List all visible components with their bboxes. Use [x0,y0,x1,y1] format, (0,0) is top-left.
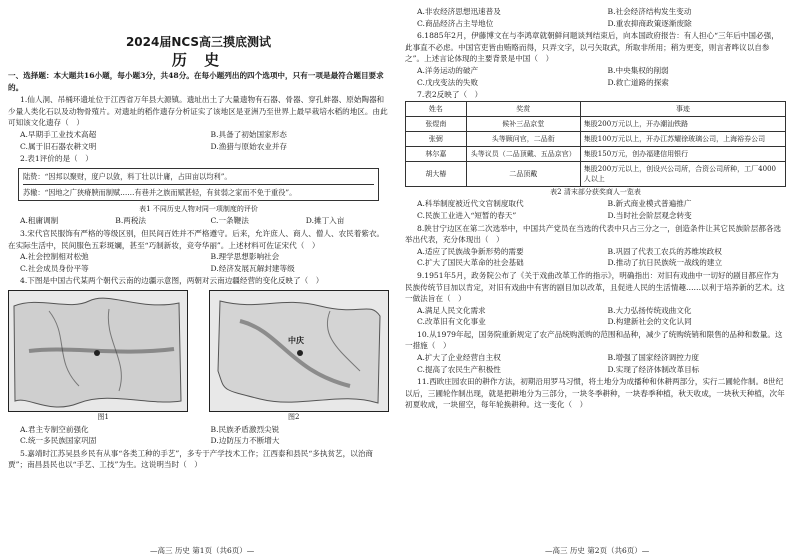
option[interactable]: B.增强了国家经济调控力度 [607,353,700,363]
option[interactable]: D.经济发展瓦解封建等级 [210,263,295,273]
option[interactable]: C.统一多民族国家巩固 [20,436,97,446]
page-footer-left: —高三 历史 第1页（共6页）— [150,546,255,555]
table-cell: 集股200万元以上，开办潮汕铁路 [580,116,785,131]
q1-stem: 1.仙人洞、吊桶环遗址位于江西省万年县大源镇。遗址出土了大量遗物有石器、骨器、穿孔蚌器、原始陶器和少量人类化石以及动物骨殖片。对遗址的稻作遗存分析证实了该地区是亚洲乃至世界上最早栽培水稻的地区。由此可知该文化遗存（ ） [8,95,388,128]
option[interactable]: D.构建新社会的文化认同 [607,317,692,327]
option[interactable]: C.一条鞭法 [210,216,249,226]
table2-caption: 表2 清末部分获奖商人一览表 [550,187,641,196]
table-row [406,161,786,186]
page-footer-right: —高三 历史 第2页（共6页）— [545,546,650,555]
q2-options [8,215,389,227]
q9-stem: 9.1951年5月，政务院公布了《关于戏曲改革工作的指示》，明确指出：对旧有戏曲中一切好的剧目都应作为民族传统节目加以肯定，对旧有戏曲中有害的剧目加以改革，且促进人民的生活情趣……以利于培养新的艺术。这一做法旨在（ ） [405,270,785,304]
q1-options [8,129,389,152]
option[interactable]: C.社会成员身份平等 [20,263,89,273]
table-cell: 张煜南 [406,116,467,131]
q9-options [405,305,786,328]
table-header: 事迹 [580,101,785,116]
option[interactable]: B.两税法 [115,216,147,226]
exam-title: 2024届NCS高三摸底测试 [125,35,272,49]
q5-options [405,6,786,29]
table-cell: 林尔嘉 [406,146,467,161]
table-header-row [406,101,786,116]
option[interactable]: C.商品经济占主导地位 [417,18,494,28]
page-2 [405,6,786,411]
option[interactable]: C.属于旧石器农耕文明 [20,141,97,151]
option[interactable]: C.民族工业进入“短暂的春天” [417,210,517,220]
table-row [406,146,786,161]
quote-table [18,168,379,201]
table-cell: 集股100万元以上，开办江苏耀徐玻璃公司，上海裕券公司 [580,131,785,146]
q3-options [8,251,389,274]
map-figure-1 [8,290,188,412]
map-captions [8,412,389,424]
table-row [406,116,786,131]
table-cell: 头等顾问官，二品衔 [466,131,580,146]
table-header: 奖赏 [466,101,580,116]
option[interactable]: A.非农经济思想迅速普及 [417,7,501,16]
q11-stem: 11.西欧庄园农田的耕作方法，初期沿用罗马习惯，将土地分为成播种和休耕两部分，实行二圃轮作制。8世纪以后，三圃轮作制出现，就是把耕地分为三部分，一块冬季耕种，一块春季种植，秋天收成，一块秋天种植，次年初夏收成，一块留空，每年轮换耕种。这一变化（ ） [405,377,785,410]
q8-stem: 8.陕甘宁边区在第二次选举中，中国共产党员在当选的代表中只占三分之一，创造条件让其它民族阶层都各选举出代表，充分体现出（ ） [405,223,782,245]
option[interactable]: A.扩大了企业经营自主权 [417,353,501,363]
table-row [406,131,786,146]
map-2-label: 中庆 [288,334,304,345]
option[interactable]: D.摊丁入亩 [305,216,345,226]
option[interactable]: A.洋务运动的破产 [417,65,479,75]
option[interactable]: A.科举制度被近代文官制度取代 [417,199,524,209]
q6-stem: 6.1885年2月，伊藤博文在与李鸿章就朝鲜问题谈判结束后，向本国政府报告：有人担心“三年后中国必强，此事直不必虑。中国官吏皆由贿赂而得，只弄文字，以弓矢取武，所取非所用；稍为更变，则言者哗议以自参之”。上述言论体现的主要背景是中国（ ） [405,31,779,64]
map-figure-2 [209,290,389,412]
table-cell: 集股150万元，创办福建信用银行 [580,146,785,161]
maps [8,290,389,412]
q10-stem: 10.从1979年起，国务院重新规定了农产品统购派购的范围和品种，减少了统购统销和限售的品种和数量。这一措施（ ） [405,329,783,351]
quote-lu: 陆贽：“因邦以聚财，度户以敛，料丁壮以计庸，占田亩以均利”。 [23,171,232,181]
section-heading: 一、选择题：本大题共16小题，每小题3分，共48分。在每小题列出的四个选项中，只有一项是最符合题目要求的。 [8,71,384,92]
table-cell: 候补三品京堂 [466,116,580,131]
table-cell: 胡大椿 [406,161,467,186]
merchant-table [405,101,786,187]
table-cell: 头等议员（二品顶戴、五品京官） [466,146,580,161]
option[interactable]: B.社会经济结构发生变动 [607,7,692,16]
table-cell: 二品顶戴 [466,161,580,186]
option[interactable]: C.扩大了国民大革命的社会基础 [417,258,524,268]
option[interactable]: D.救亡道路的探索 [607,77,669,87]
option[interactable]: C.戊戌变法的失败 [417,77,479,87]
q2-stem: 2.表1评价的是（ ） [20,154,93,164]
subject-title: 历 史 [171,51,226,69]
option[interactable]: B.理学思想影响社会 [210,252,280,262]
option[interactable]: A.租庸调制 [20,216,59,226]
map-1-drawing [9,291,187,411]
table1-caption: 表1 不同历史人物对同一项制度的评价 [139,204,258,213]
q3-stem: 3.宋代官民服饰有严格的等级区别，但民间百姓并不严格遵守。后来，允许庶人、商人、僧人、农民着紫衣。在实际生活中，民间服色五彩斑斓，甚至“巧制新妆，竞夸华丽”。上述材料可佐证宋代（ ） [8,228,385,250]
option[interactable]: B.民族矛盾激烈尖锐 [210,424,280,434]
option[interactable]: B.巩固了代表工农兵的苏维埃政权 [607,246,722,256]
option[interactable]: B.新式商业模式普遍推广 [607,199,692,209]
q4-stem: 4.下图是中国古代某两个朝代云南的边疆示意图，两朝对云南边疆经营的变化反映了（ ） [20,276,324,286]
option[interactable]: B.具备了初始国家形态 [210,129,287,139]
option[interactable]: A.满足人民文化需求 [417,305,486,315]
option[interactable]: C.改革旧有文化事业 [417,317,486,327]
option[interactable]: D.当时社会阶层观念转变 [607,210,692,220]
figure-1-caption: 图1 [97,412,109,421]
q8-options [405,246,786,269]
q7-stem: 7.表2反映了（ ） [417,90,483,100]
table-cell: 集股200万元以上，创设兴公司所，合资公司所种，工厂4000人以上 [580,161,785,186]
option[interactable]: D.重农抑商政策逐渐废除 [607,18,692,28]
q7-options [405,198,786,221]
q6-options [405,65,786,88]
option[interactable]: A.社会控制相对松弛 [20,252,89,262]
option[interactable]: B.大力弘扬传统戏曲文化 [607,305,692,315]
option[interactable]: D.边防压力不断增大 [210,436,280,446]
table-cell: 张弼 [406,131,467,146]
map-2-drawing [210,291,388,411]
q5-stem: 5.嘉靖时江苏吴县乡民有从事“各类工种的手艺”，多专于产学技术工作；江西泰和县民“多执贫艺，以治商贾”；南昌县民也以“手艺、工技”为生。这说明当时（ ） [8,448,374,470]
option[interactable]: D.推动了抗日民族统一战线的建立 [607,258,723,268]
q4-options [8,424,389,447]
option[interactable]: A.早期手工业技术高超 [20,129,97,139]
option[interactable]: A.适应了民族战争新形势的需要 [417,246,524,256]
page-1 [8,6,389,471]
option[interactable]: D.实现了经济体制改革目标 [607,364,700,374]
figure-2-caption: 图2 [288,412,300,421]
quote-su: 苏辙：“因地之广狭瘠腴而制赋……有巷并之族而赋甚轻，有贫弱之家而不免于重役”。 [23,184,374,198]
option[interactable]: D.渔猎与原始农业并存 [210,141,288,151]
table-header: 姓名 [406,101,467,116]
option[interactable]: A.君主专制空前强化 [20,424,89,434]
option[interactable]: B.中央集权的削弱 [607,65,669,75]
q10-options [405,352,786,375]
option[interactable]: C.提高了农民生产积极性 [417,364,501,374]
